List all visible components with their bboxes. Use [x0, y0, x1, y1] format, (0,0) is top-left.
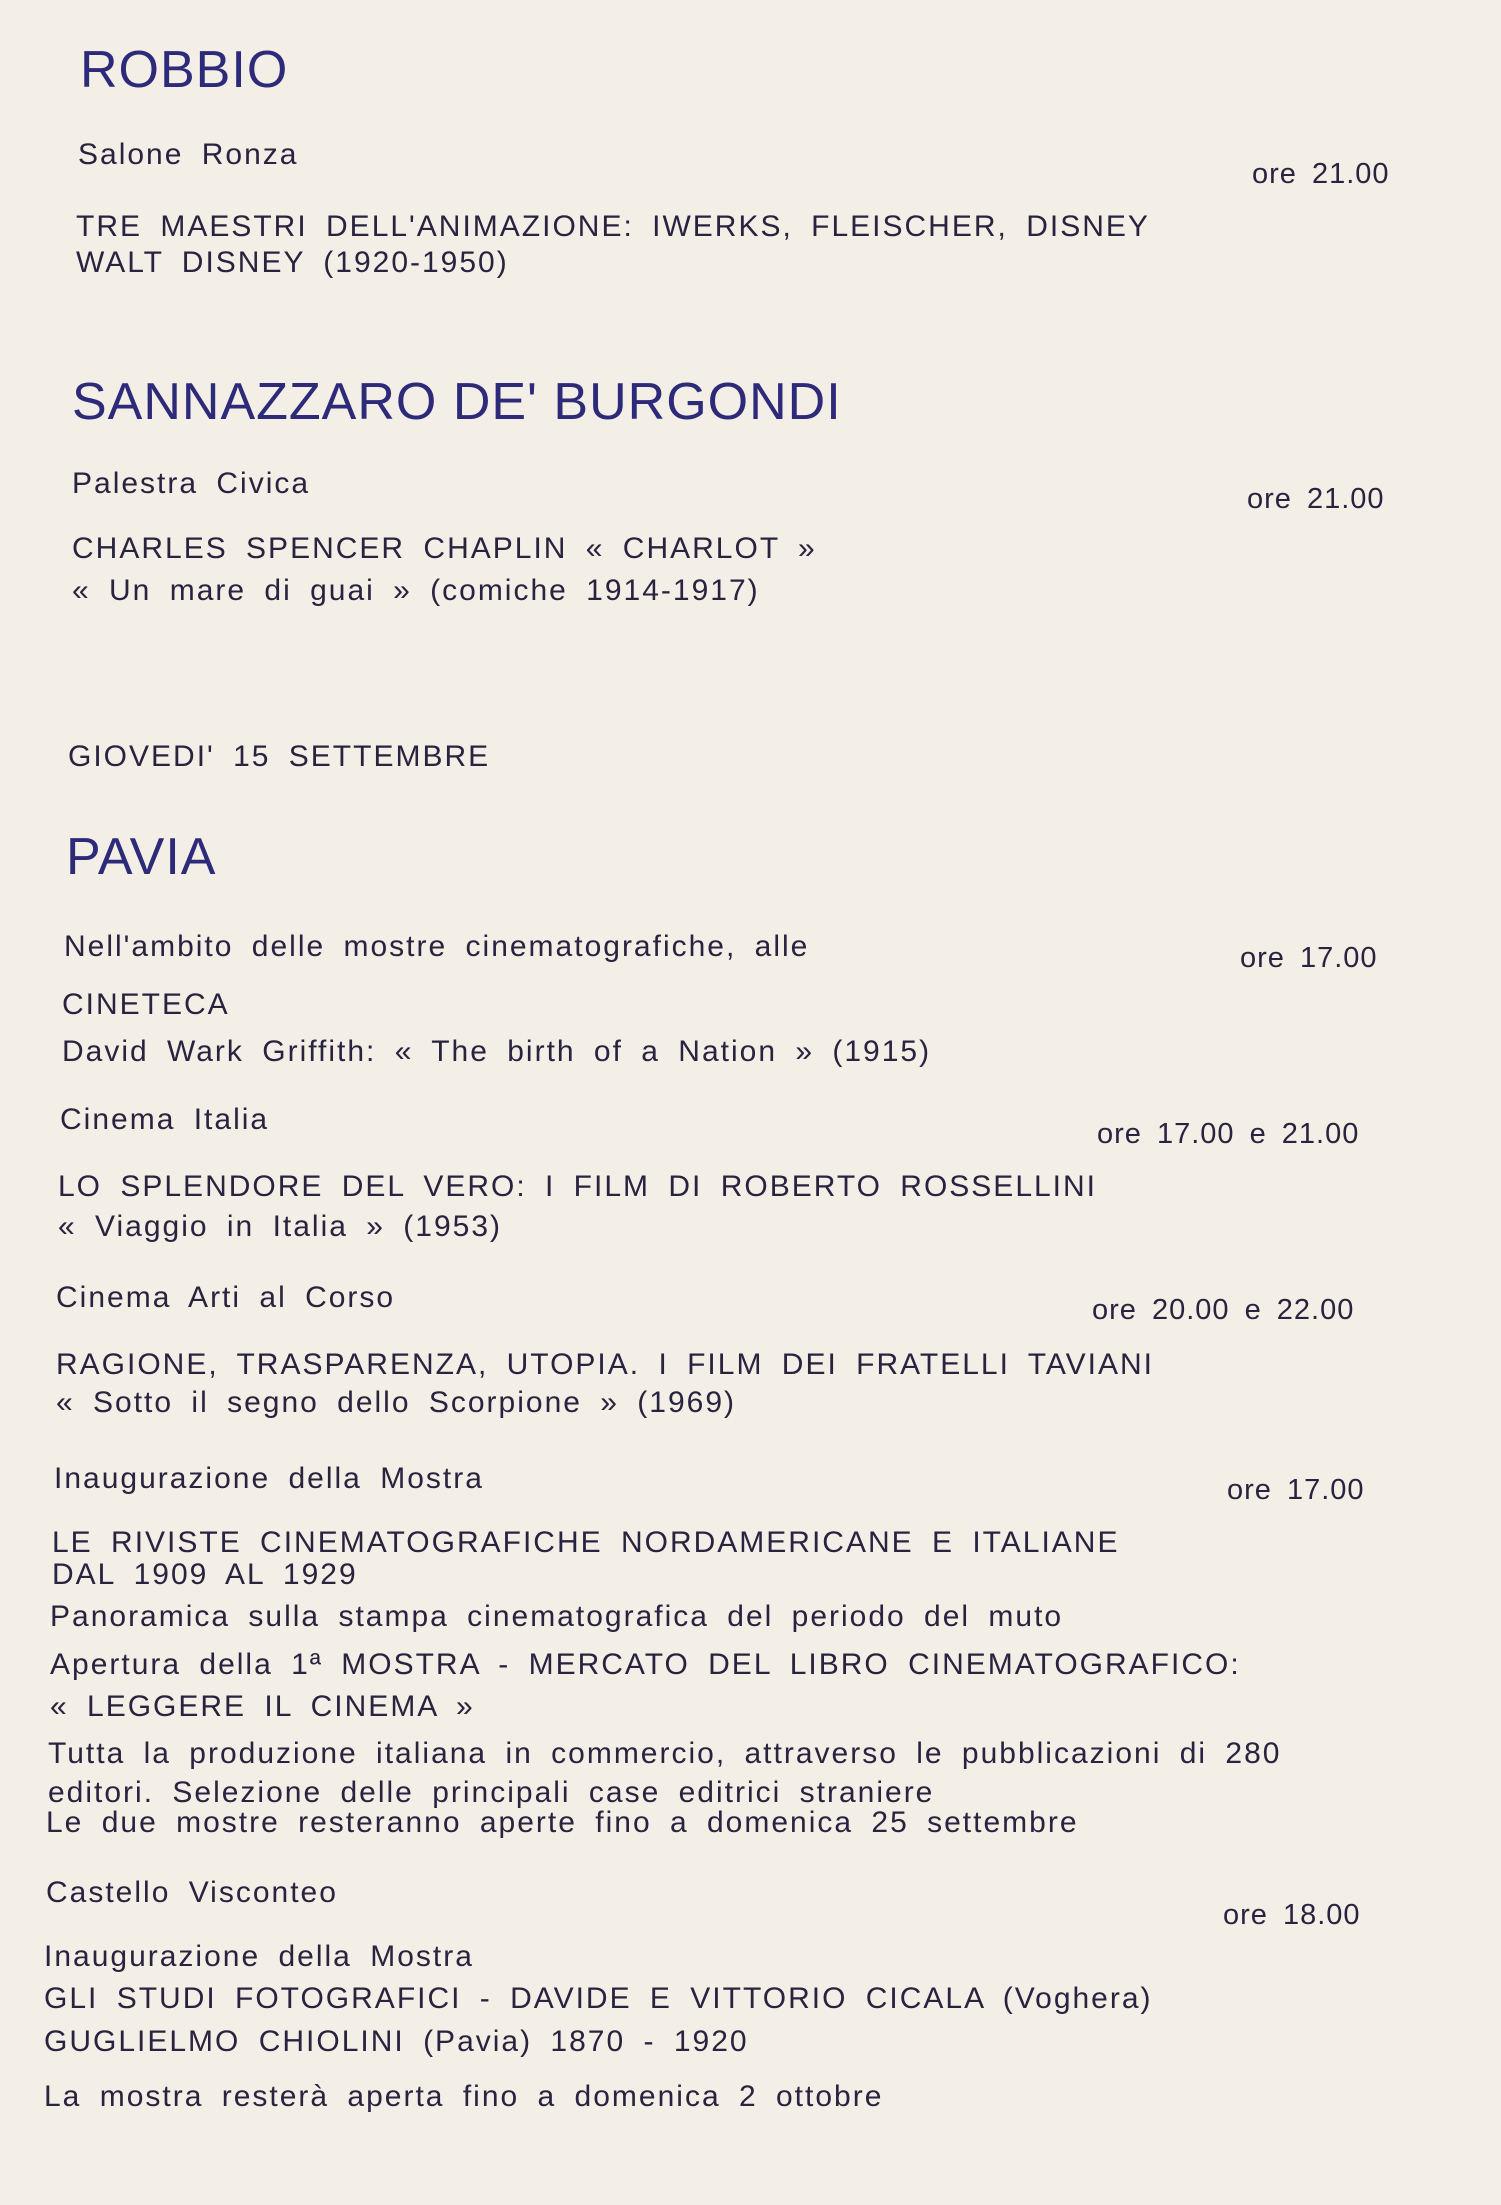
time-castello: ore 18.00: [1223, 1899, 1361, 1931]
program-sannazzaro-line2: « Un mare di guai » (comiche 1914-1917): [72, 574, 760, 607]
castello-line3: GUGLIELMO CHIOLINI (Pavia) 1870 - 1920: [44, 2025, 749, 2058]
time-cineteca: ore 17.00: [1240, 942, 1378, 974]
program-italia-line1: LO SPLENDORE DEL VERO: I FILM DI ROBERTO ROSSELLINI: [58, 1170, 1098, 1203]
mostra-line8: Le due mostre resteranno aperte fino a domenica 25 settembre: [46, 1806, 1079, 1839]
mostra-line6: Tutta la produzione italiana in commercio, attraverso le pubblicazioni di 280: [48, 1737, 1282, 1770]
program-robbio-line1: TRE MAESTRI DELL'ANIMAZIONE: IWERKS, FLEISCHER, DISNEY: [76, 210, 1150, 243]
venue-sannazzaro: Palestra Civica: [72, 467, 311, 500]
castello-line4: La mostra resterà aperta fino a domenica 2 ottobre: [44, 2080, 884, 2113]
program-arti-line1: RAGIONE, TRASPARENZA, UTOPIA. I FILM DEI FRATELLI TAVIANI: [56, 1348, 1154, 1381]
mostra-line7: editori. Selezione delle principali case editrici straniere: [48, 1776, 935, 1809]
time-sannazzaro: ore 21.00: [1247, 483, 1385, 515]
mostra-line5: « LEGGERE IL CINEMA »: [50, 1690, 475, 1723]
town-robbio: ROBBIO: [80, 41, 289, 99]
town-sannazzaro: SANNAZZARO DE' BURGONDI: [72, 373, 842, 431]
time-cinema-arti: ore 20.00 e 22.00: [1092, 1294, 1355, 1326]
venue-cinema-arti: Cinema Arti al Corso: [56, 1281, 396, 1314]
mostra-line4: Apertura della 1ª MOSTRA - MERCATO DEL LIBRO CINEMATOGRAFICO:: [50, 1648, 1241, 1681]
program-arti-line2: « Sotto il segno dello Scorpione » (1969): [56, 1386, 737, 1419]
castello-line1: Inaugurazione della Mostra: [44, 1940, 474, 1973]
venue-cineteca: CINETECA: [62, 988, 230, 1021]
venue-castello: Castello Visconteo: [46, 1876, 338, 1909]
time-robbio: ore 21.00: [1252, 158, 1390, 190]
program-italia-line2: « Viaggio in Italia » (1953): [58, 1210, 503, 1243]
town-pavia: PAVIA: [66, 828, 217, 886]
mostra-label: Inaugurazione della Mostra: [54, 1462, 484, 1495]
mostra-line2: DAL 1909 AL 1929: [52, 1558, 358, 1591]
mostra-line1: LE RIVISTE CINEMATOGRAFICHE NORDAMERICANE E ITALIANE: [52, 1526, 1120, 1559]
venue-robbio: Salone Ronza: [78, 138, 299, 171]
mostra-line3: Panoramica sulla stampa cinematografica del periodo del muto: [50, 1600, 1064, 1633]
program-cineteca-film: David Wark Griffith: « The birth of a Nation » (1915): [62, 1035, 932, 1068]
castello-line2: GLI STUDI FOTOGRAFICI - DAVIDE E VITTORIO CICALA (Voghera): [44, 1982, 1153, 2015]
time-mostra: ore 17.00: [1227, 1474, 1365, 1506]
program-sannazzaro-line1: CHARLES SPENCER CHAPLIN « CHARLOT »: [72, 532, 817, 565]
program-robbio-line2: WALT DISNEY (1920-1950): [76, 246, 509, 279]
date-heading: GIOVEDI' 15 SETTEMBRE: [68, 740, 491, 773]
time-cinema-italia: ore 17.00 e 21.00: [1097, 1118, 1360, 1150]
cineteca-intro: Nell'ambito delle mostre cinematografiche, alle: [64, 930, 810, 963]
venue-cinema-italia: Cinema Italia: [60, 1103, 270, 1136]
